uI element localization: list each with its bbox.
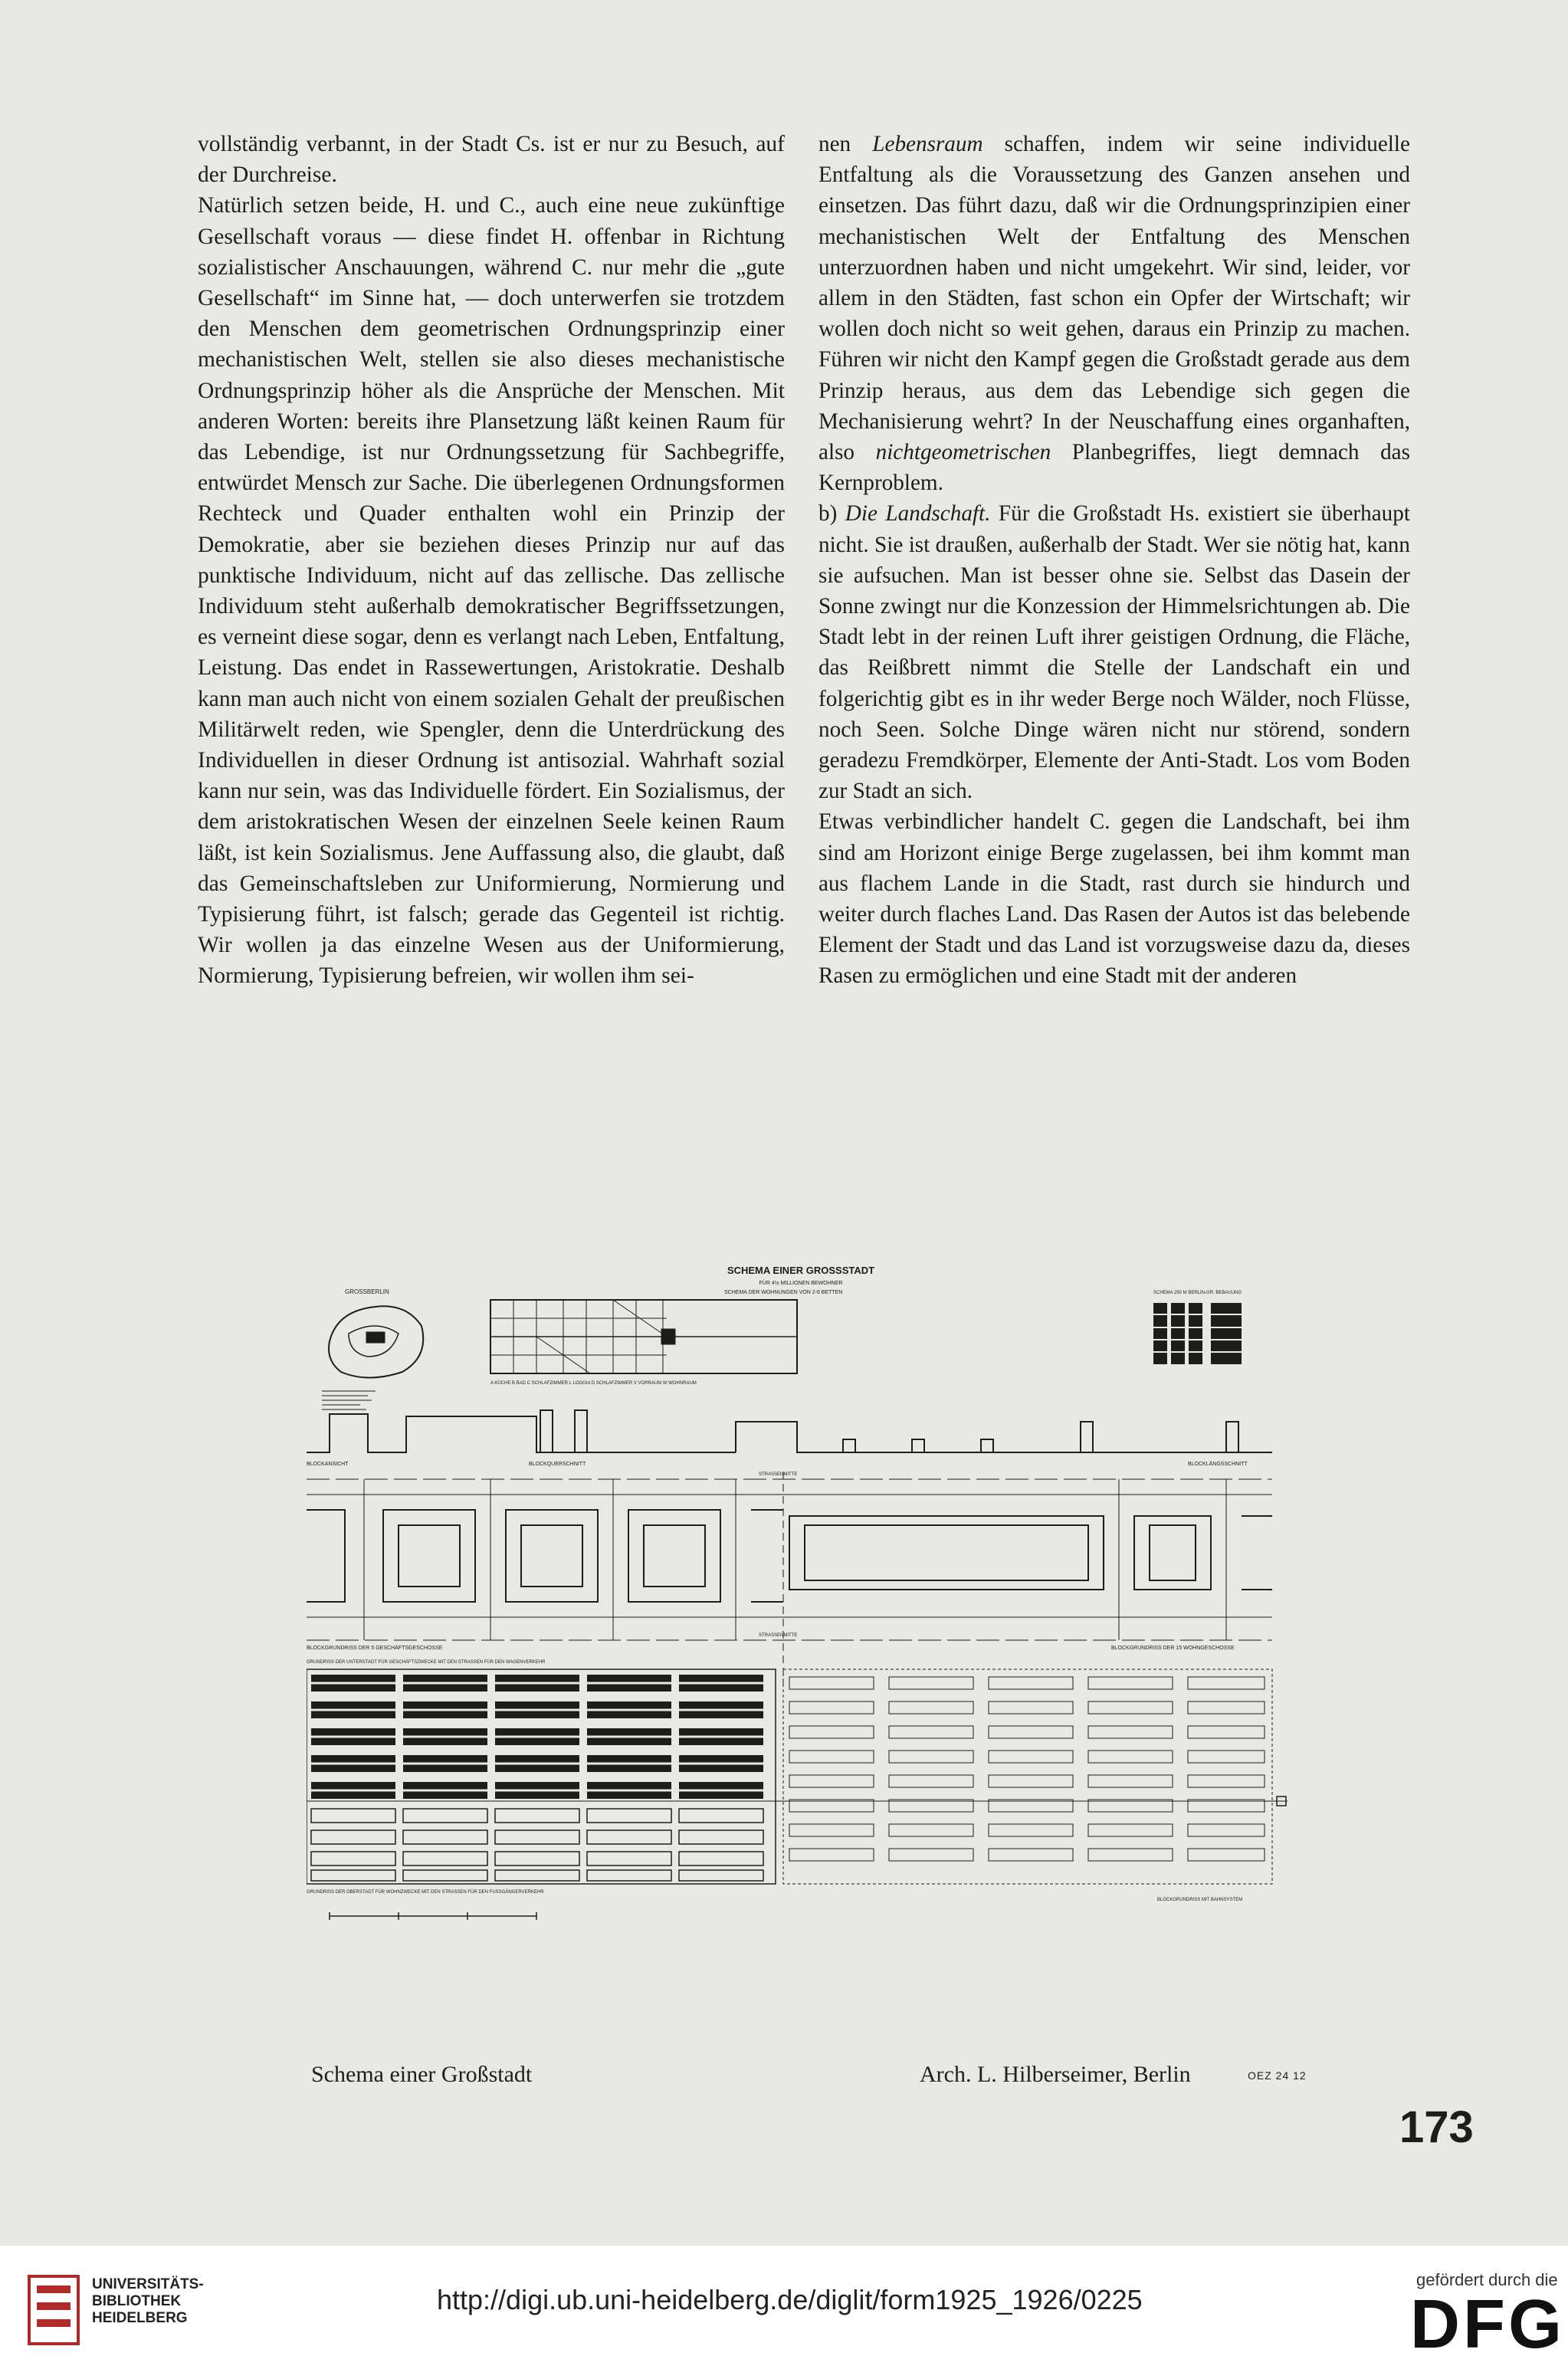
business-block-plan — [307, 1510, 783, 1602]
text-run: schaffen, indem wir seine individuelle Entfaltung als die Voraussetzung des Ganzen ansehen und einsetzen. Das führt dazu, daß wir die Ordnungsprinzipien einer mechanistischen Welt der Entfaltung des Menschen unterzuordnen haben und nicht umgekehrt. Wir sind, leider, vor allem in den Städten, fast schon ein Opfer der Wirtschaft; wir wollen doch nicht so weit gehen, daraus ein Prinzip zu machen. Führen wir nicht den Kampf gegen die Großstadt gerade aus dem Prinzip heraus, aus dem das Lebendige sich gegen die Mechanisierung wehrt? In der Neuschaffung eines organhaften, also — [818, 132, 1410, 465]
emphasis-nichtgeometrischen: nichtgeometrischen — [875, 440, 1051, 465]
figure-credit: Arch. L. Hilberseimer, Berlin — [920, 2062, 1191, 2087]
digitization-footer — [0, 2246, 1568, 2379]
library-name — [92, 2276, 204, 2327]
right-paragraph-1 — [818, 129, 1410, 498]
label-unterstadt: GRUNDRISS DER UNTERSTADT FÜR GESCHÄFTSZWECKE MIT DEN STRASSEN FÜR DEN WAGENVERKEHR — [307, 1660, 546, 1665]
label-strassenmitte-2: STRASSENMITTE — [759, 1633, 798, 1638]
right-text-column — [818, 129, 1410, 992]
label-blocklaengsschnitt: BLOCKLÄNGSSCHNITT — [1188, 1462, 1248, 1467]
residential-block-plan — [789, 1516, 1272, 1590]
figure-subtitle: FÜR 4½ MILLIONEN BEWOHNER — [759, 1281, 843, 1286]
lower-city-courtyards — [311, 1683, 763, 1790]
library-name-line-2: BIBLIOTHEK — [92, 2293, 182, 2309]
berlin-map-center — [366, 1332, 385, 1343]
university-library-logo-icon — [23, 2272, 84, 2348]
left-text-column — [198, 129, 785, 992]
label-schema-wohnungen: SCHEMA DER WOHNUNGEN VON 2-6 BETTEN — [724, 1290, 843, 1295]
label-grundriss-geschaeft: BLOCKGRUNDRISS DER 5 GESCHÄFTSGESCHOSSE — [307, 1646, 443, 1651]
city-schema-drawing — [307, 1257, 1295, 2046]
scale-bar — [330, 1912, 536, 1920]
berlin-comparison-blocks — [1153, 1303, 1242, 1364]
label-bahnsystem: BLOCKGRUNDRISS MIT BAHNSYSTEM — [1157, 1898, 1243, 1902]
emphasis-landschaft: Die Landschaft. — [845, 501, 991, 527]
text-run: nen — [818, 132, 873, 156]
berlin-map-legend — [322, 1391, 376, 1409]
dfg-logo: DFG — [1410, 2286, 1565, 2363]
library-name-line-1: UNIVERSITÄTS- — [92, 2276, 204, 2292]
label-blockansicht: BLOCKANSICHT — [307, 1462, 349, 1467]
apartments-stair-core — [661, 1329, 675, 1344]
page-number: 173 — [1399, 2102, 1474, 2152]
right-paragraph-3: Etwas verbindlicher handelt C. gegen die Landschaft, bei ihm sind am Horizont einige Berge zugelassen, bei ihm kommt man aus flachem Lande in die Stadt, rast durch sie hindurch und weiter durch flaches Land. Das Rasen der Autos ist das belebende Element der Stadt und das Land ist vorzugsweise dazu da, dieses Rasen zu ermöglichen und eine Stadt mit der anderen — [818, 809, 1410, 989]
label-oberstadt: GRUNDRISS DER OBERSTADT FÜR WOHNZWECKE MIT DEN STRASSEN FÜR DEN FUSSGÄNGERVERKEHR — [307, 1890, 544, 1895]
block-elevation — [307, 1410, 1272, 1452]
label-grossberlin: GROSSBERLIN — [345, 1288, 389, 1295]
rail-system-blocks — [789, 1677, 1265, 1861]
figure-title: SCHEMA EINER GROSSSTADT — [727, 1265, 875, 1276]
source-url-link[interactable]: http://digi.ub.uni-heidelberg.de/diglit/form1925_1926/0225 — [437, 2284, 1143, 2315]
left-paragraph-2: Natürlich setzen beide, H. und C., auch eine neue zukünftige Gesellschaft voraus — diese findet H. offenbar in Richtung sozialistischer Anschauungen, während C. nur mehr die „gute Gesellschaft“ im Sinne hat, — doch unterwerfen sie trotzdem den Menschen dem geometrischen Ordnungsprinzip einer mechanistischen Welt, stellen sie also dieses mechanistische Ordnungsprinzip höher als die Ansprüche der Menschen. Mit anderen Worten: bereits ihre Plansetzung läßt keinen Raum für das Lebendige, ist nur Ordnungssetzung für Sachbegriffe, entwürdet Mensch zur Sache. Die überlegenen Ordnungsformen Rechteck und Quader enthalten wohl ein Prinzip der Demokratie, aber sie beziehen dieses Prinzip nur auf das punktische Individuum, nicht auf das zellische. Das zellische Individuum steht außerhalb demokratischer Begriffssetzungen, es verneint diese sogar, denn es verlangt nach Leben, Entfaltung, Leistung. Das endet in Rassewertungen, Aristokratie. Deshalb kann man auch nicht von einem sozialen Gehalt der preußischen Militärwelt reden, wie Spengler, denn die Unterdrückung des Individuellen in dieser Ordnung ist antisozial. Wahrhaft sozial kann nur sein, was das Individuelle fördert. Ein Sozialismus, der dem aristokratischen Wesen der einzelnen Seele keinen Raum läßt, ist kein Sozialismus. Jene Auffassung also, die glaubt, daß das Gemeinschaftsleben zur Uniformierung, Normierung und Typisierung führt, ist falsch; gerade das Gegenteil ist richtig. Wir wollen ja das einzelne Wesen aus der Uniformierung, Normierung, Typisierung befreien, wir wollen ihm sei- — [198, 193, 785, 989]
city-schema-figure — [307, 1257, 1295, 2046]
emphasis-lebensraum: Lebensraum — [872, 132, 983, 156]
text-run: Für die Großstadt Hs. existiert sie überhaupt nicht. Sie ist draußen, außerhalb der Stadt. Wer sie nötig hat, kann sie aufsuchen. Man ist besser ohne sie. Selbst das Dasein der Sonne zwingt nur die Konzession der Himmelsrichtungen ab. Die Stadt lebt in der reinen Luft ihrer geistigen Ordnung, die Fläche, das Reißbrett nimmt die Stelle der Landschaft ein und folgerichtig gibt es in ihr weder Berge noch Wälder, noch Flüsse, noch Seen. Solche Dinge wären nicht nur störend, sondern geradezu Fremdkörper, Elemente der Anti-Stadt. Los vom Boden zur Stadt an sich. — [818, 501, 1410, 804]
text-run: b) — [818, 501, 845, 527]
funding-note: gefördert durch die — [1416, 2270, 1558, 2289]
right-paragraph-2 — [818, 498, 1410, 806]
label-strassenmitte: STRASSENMITTE — [759, 1472, 798, 1477]
library-name-line-3: HEIDELBERG — [92, 2310, 188, 2326]
label-blockquerschnitt: BLOCKQUERSCHNITT — [529, 1462, 586, 1467]
label-schema-berlin: SCHEMA 250 M BERLIN-GR. BEBAUUNG — [1153, 1291, 1242, 1295]
label-grundriss-wohn: BLOCKGRUNDRISS DER 15 WOHNGESCHOSSE — [1111, 1646, 1235, 1651]
text-run: Planbegriffes, liegt demnach das Kernproblem. — [818, 440, 1410, 496]
figure-code: OEZ 24 12 — [1248, 2069, 1307, 2082]
left-paragraph-1: vollständig verbannt, in der Stadt Cs. ist er nur zu Besuch, auf der Durchreise. — [198, 132, 785, 188]
figure-caption: Schema einer Großstadt — [311, 2062, 533, 2087]
upper-city-blocks — [311, 1809, 763, 1881]
label-wohnung-legend: A KÜCHE B BAD C SCHLAFZIMMER L LOGGIA D SCHLAFZIMMER V VORRAUM W WOHNRAUM — [490, 1381, 697, 1386]
